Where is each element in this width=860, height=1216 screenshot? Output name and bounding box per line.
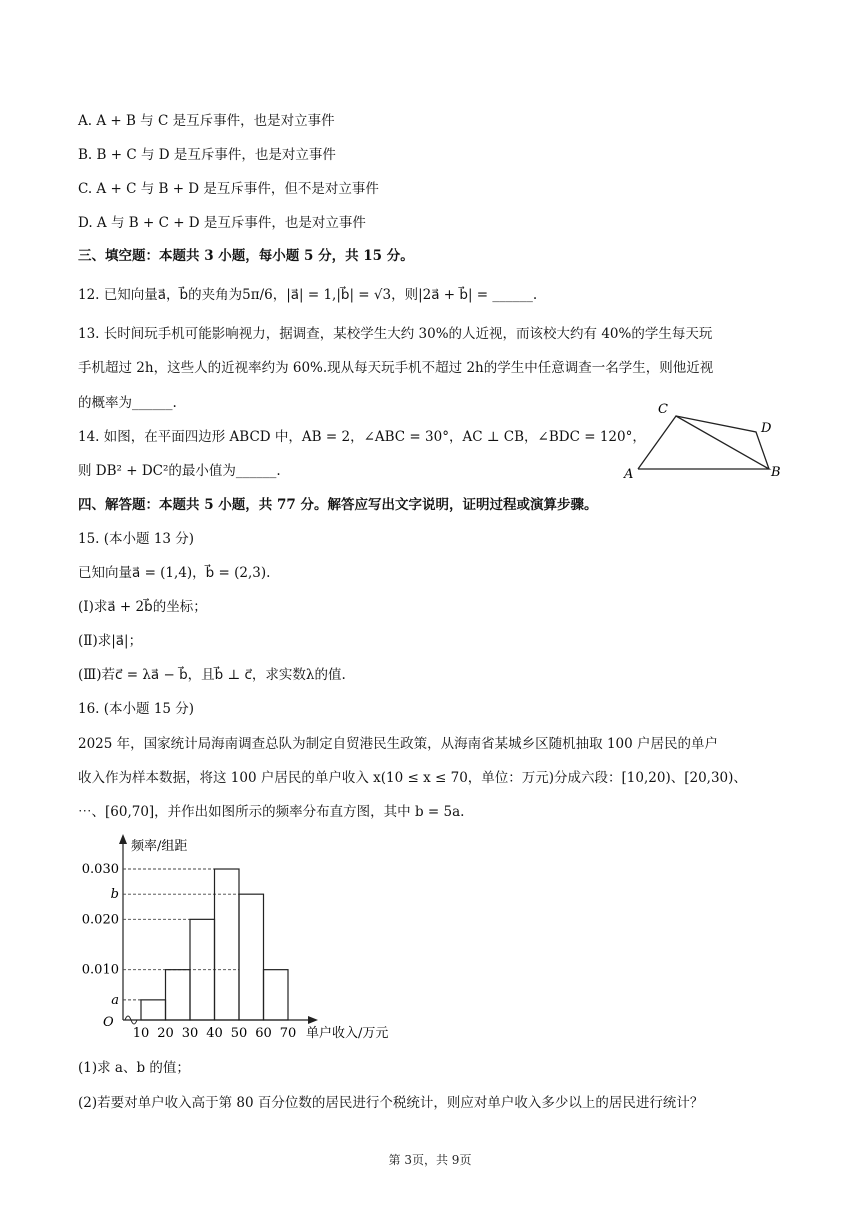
question-16-line3: ⋯、[60,70]，并作出如图所示的频率分布直方图，其中 b = 5a. bbox=[78, 804, 465, 820]
y-tick-label: 0.030 bbox=[81, 862, 119, 878]
y-axis-label: 频率/组距 bbox=[131, 839, 188, 854]
histogram-bar bbox=[264, 970, 289, 1020]
option-b: B. B + C 与 D 是互斥事件，也是对立事件 bbox=[78, 147, 336, 163]
option-d: D. A 与 B + C + D 是互斥事件，也是对立事件 bbox=[78, 215, 366, 231]
option-a: A. A + B 与 C 是互斥事件，也是对立事件 bbox=[78, 113, 335, 129]
x-tick-label: 30 bbox=[181, 1026, 199, 1040]
x-axis-label: 单户收入/万元 bbox=[306, 1026, 389, 1040]
question-14-line1: 14. 如图，在平面四边形 ABCD 中，AB = 2，∠ABC = 30°，AC ⊥ CB，∠BDC = 120°， bbox=[78, 429, 646, 445]
question-13-line1: 13. 长时间玩手机可能影响视力，据调查，某校学生大约 30%的人近视，而该校大约有 40%的学生每天玩 bbox=[78, 326, 713, 342]
x-tick-label: 50 bbox=[230, 1026, 248, 1040]
histogram-bar bbox=[166, 970, 191, 1020]
y-tick-label: a bbox=[111, 992, 119, 1008]
x-tick-label: 60 bbox=[255, 1026, 272, 1040]
histogram-bar bbox=[239, 894, 264, 1020]
y-tick-label: b bbox=[110, 887, 119, 903]
question-16-line2: 收入作为样本数据，将这 100 户居民的单户收入 x(10 ≤ x ≤ 70，单位：万元)分成六段：[10,20)、[20,30)、 bbox=[78, 770, 747, 786]
section3-heading: 三、填空题：本题共 3 小题，每小题 5 分，共 15 分。 bbox=[78, 248, 414, 264]
x-axis-arrow bbox=[308, 1016, 318, 1024]
y-tick-label: 0.010 bbox=[81, 962, 119, 978]
question-14-line2: 则 DB² + DC²的最小值为______. bbox=[78, 463, 281, 479]
x-tick-label: 20 bbox=[157, 1026, 174, 1040]
y-axis-arrow bbox=[119, 834, 127, 844]
origin-label: O bbox=[103, 1015, 114, 1030]
question-15-title: 15. (本小题 13 分) bbox=[78, 531, 195, 547]
quadrilateral-edges bbox=[638, 416, 769, 469]
histogram-bar bbox=[215, 869, 240, 1020]
question-16-part2: (2)若要对单户收入高于第 80 百分位数的居民进行个税统计，则应对单户收入多少以上的居民进行统计？ bbox=[78, 1095, 704, 1111]
question-13-line2: 手机超过 2h，这些人的近视率约为 60%.现从每天玩手机不超过 2h的学生中任意调查一名学生，则他近视 bbox=[78, 360, 714, 376]
vertex-label-c: C bbox=[658, 402, 668, 417]
question-16-title: 16. (本小题 15 分) bbox=[78, 701, 195, 717]
question-15-part1: (Ⅰ)求a⃗ + 2b⃗的坐标； bbox=[78, 599, 207, 615]
question-12: 12. 已知向量a⃗，b⃗的夹角为5π/6，|a⃗| = 1,|b⃗| = √3，则|2a⃗ + b⃗| = ______. bbox=[78, 287, 538, 303]
question-13-line3: 的概率为______. bbox=[78, 395, 177, 411]
histogram-bar bbox=[141, 1000, 166, 1020]
vertex-label-b: B bbox=[771, 465, 781, 480]
question-15-part3: (Ⅲ)若c⃗ = λa⃗ − b⃗，且b⃗ ⊥ c⃗，求实数λ的值. bbox=[78, 667, 346, 683]
section4-heading: 四、解答题：本题共 5 小题，共 77 分。解答应写出文字说明，证明过程或演算步骤。 bbox=[78, 497, 598, 513]
quadrilateral-figure bbox=[620, 398, 790, 483]
question-15-given: 已知向量a⃗ = (1,4)，b⃗ = (2,3). bbox=[78, 565, 271, 581]
frequency-histogram bbox=[70, 830, 420, 1040]
option-c: C. A + C 与 B + D 是互斥事件，但不是对立事件 bbox=[78, 181, 379, 197]
vertex-label-d: D bbox=[761, 421, 772, 436]
x-tick-label: 70 bbox=[279, 1026, 297, 1040]
question-16-part1: (1)求 a、b 的值； bbox=[78, 1060, 190, 1076]
x-tick-label: 10 bbox=[132, 1026, 150, 1040]
y-tick-label: 0.020 bbox=[81, 912, 119, 928]
vertex-label-a: A bbox=[624, 467, 634, 482]
page-footer: 第 3页，共 9页 bbox=[388, 1153, 472, 1167]
question-16-line1: 2025 年，国家统计局海南调查总队为制定自贸港民生政策，从海南省某城乡区随机抽取 100 户居民的单户 bbox=[78, 736, 718, 752]
x-tick-label: 40 bbox=[206, 1026, 223, 1040]
question-15-part2: (Ⅱ)求|a⃗|； bbox=[78, 633, 143, 649]
